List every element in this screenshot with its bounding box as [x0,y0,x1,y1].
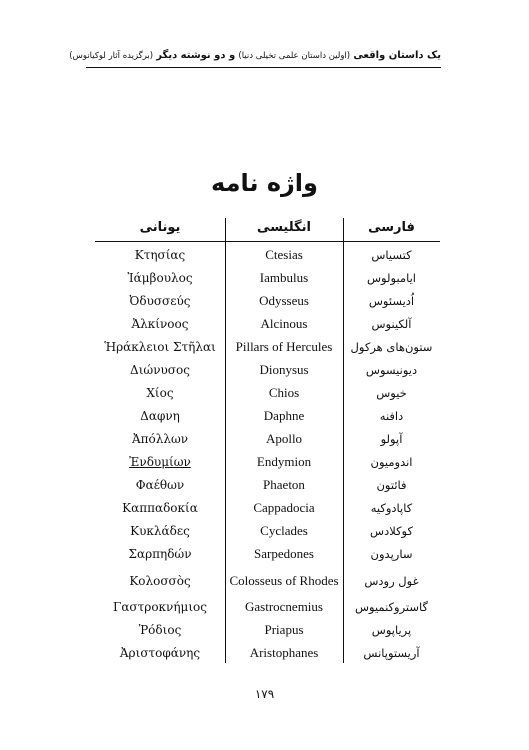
cell-persian: کاپادوکیه [370,500,413,515]
header-rule [86,67,441,68]
cell-persian: اُدیسئوس [368,293,415,308]
cell-persian: خیوس [376,385,407,400]
cell-persian: فائتون [376,477,407,492]
cell-english: Endymion [256,453,312,469]
cell-english: Cyclades [260,522,308,538]
cell-greek: Κυκλάδες [130,523,190,538]
cell-english: Chios [268,384,300,400]
cell-english: Alcinous [260,315,308,331]
cell-greek: Ἀπόλλων [131,431,189,446]
cell-persian: آپولو [380,431,403,446]
cell-english: Apollo [265,430,303,446]
cell-greek: Σαρπηδών [128,546,192,561]
column-header-greek: یونانی [139,220,181,235]
cell-greek: Ἰάμβουλος [127,270,193,285]
page-number: ۱۷۹ [254,687,275,701]
column-header-english: انگلیسی [257,220,311,235]
cell-persian: پریاپوس [371,622,412,637]
cell-greek: Ὀδυσσεύς [129,293,191,308]
cell-greek: Διώνυσος [130,362,190,377]
cell-english: Colosseus of Rhodes [229,573,339,588]
header-story-title: یک داستان واقعی [353,50,441,61]
table-row [95,564,440,598]
cell-greek: Ῥόδιος [138,622,182,637]
running-header [69,49,441,63]
table-row [95,618,440,641]
cell-greek: Κτησίας [134,247,186,262]
cell-persian: ستون‌های هرکول [350,339,433,354]
cell-english: Aristophanes [249,644,319,660]
cell-persian: کتسیاس [371,247,412,262]
cell-greek: Καππαδοκία [122,500,198,515]
table-row [95,473,440,496]
cell-greek: Ἡράκλειοι Στῆλαι [104,339,216,354]
cell-persian: اندومیون [370,454,413,469]
cell-persian: سارپدون [370,546,413,561]
table-row [95,358,440,381]
cell-greek: Κολοσσὸς [129,574,191,588]
cell-persian: ایامبولوس [367,270,416,285]
cell-english: Pillars of Hercules [235,338,333,354]
cell-english: Daphne [263,407,305,423]
cell-english: Cappadocia [253,499,315,515]
table-row [95,450,440,473]
cell-english: Odysseus [259,292,309,308]
cell-greek: Γαστροκνήμιος [113,599,207,614]
cell-english: Iambulus [259,269,309,285]
page-title: واژه نامه [211,169,318,197]
cell-english: Gastrocnemius [245,598,323,614]
cell-persian: دافنه [379,408,404,423]
header-selection-note: (برگزیده آثار لوکیانوس) [69,51,154,61]
table-row [95,641,440,664]
table-row [95,266,440,289]
header-underline [95,241,440,242]
cell-greek: Φαέθων [135,477,185,492]
cell-persian: آریستوپانس [363,645,420,660]
table-row [95,312,440,335]
header-story-note: (اولین داستان علمی تخیلی دنیا) [238,51,351,61]
header-and-two-more: و دو نوشته دیگر [156,50,236,61]
cell-greek: Ἐνδυμίων [129,454,191,469]
table-row [95,519,440,542]
cell-persian: غول رودس [364,574,419,588]
table-row [95,381,440,404]
cell-persian: کوکلادس [370,523,413,538]
column-header-persian: فارسی [368,220,415,235]
cell-greek: Δαφνη [140,408,180,423]
table-row [95,542,440,565]
table-row [95,595,440,618]
table-row [95,243,440,266]
cell-greek: Χίος [146,385,174,400]
cell-english: Dionysus [259,361,309,377]
cell-english: Priapus [264,621,304,637]
table-row [95,427,440,450]
cell-greek: Ἀλκίνοος [131,316,189,331]
table-row [95,496,440,519]
cell-english: Ctesias [265,246,303,262]
cell-greek: Ἀριστοφάνης [119,645,201,660]
cell-english: Sarpedones [254,545,314,561]
table-row [95,335,440,358]
cell-persian: آلکینوس [371,316,412,331]
cell-english: Phaeton [263,476,305,492]
cell-persian: گاستروکنمیوس [354,599,429,614]
table-row [95,404,440,427]
cell-persian: دیونیسوس [365,362,418,377]
table-row [95,289,440,312]
